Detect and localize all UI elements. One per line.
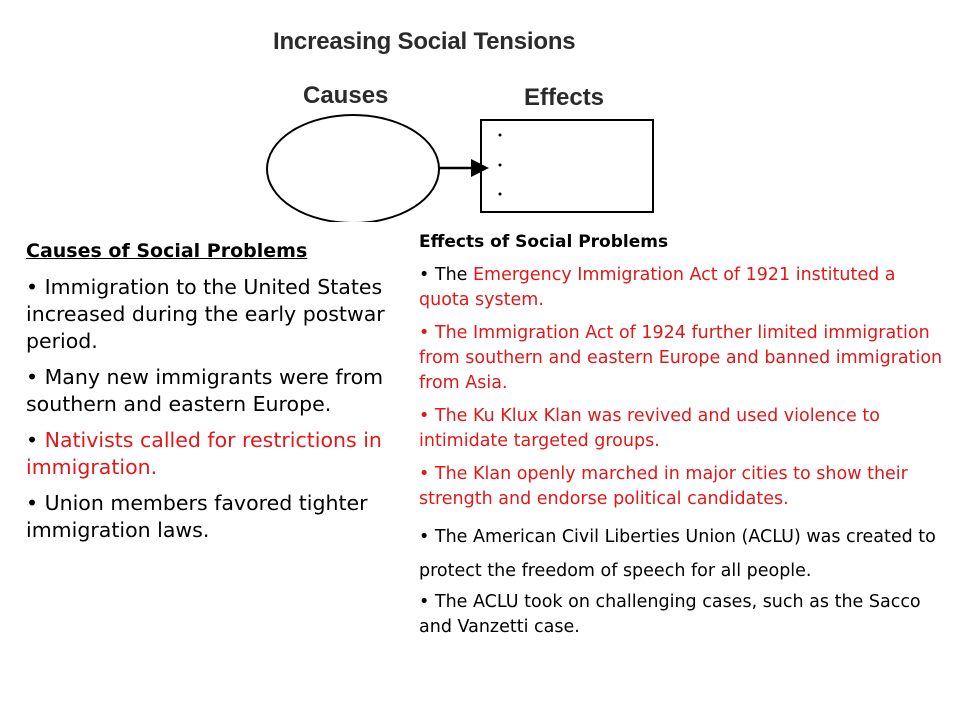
cause-text: Many new immigrants were from southern and eastern Europe. bbox=[26, 365, 384, 416]
bullet: • bbox=[419, 592, 435, 612]
effect-item bbox=[419, 263, 949, 313]
bullet: • bbox=[419, 323, 435, 343]
bullet: • The bbox=[419, 265, 473, 285]
effects-dot-3 bbox=[499, 193, 502, 196]
cause-text-highlight: Nativists called for restrictions in immigration. bbox=[26, 428, 382, 479]
effects-dot-2 bbox=[499, 164, 502, 167]
effects-box bbox=[481, 120, 653, 212]
causes-label: Causes bbox=[303, 82, 389, 109]
causes-heading: Causes of Social Problems bbox=[26, 240, 308, 262]
effects-dot-1 bbox=[499, 134, 502, 137]
causes-column bbox=[26, 240, 412, 553]
bullet: • bbox=[419, 527, 435, 547]
effect-item bbox=[419, 590, 949, 640]
cause-item bbox=[26, 364, 412, 418]
effect-item bbox=[419, 462, 949, 512]
effects-column bbox=[419, 232, 949, 648]
effect-item bbox=[419, 321, 949, 396]
effect-item bbox=[419, 404, 949, 454]
cause-item bbox=[26, 490, 412, 544]
effect-item bbox=[419, 520, 949, 588]
bullet: • bbox=[26, 275, 45, 299]
effect-text: The American Civil Liberties Union (ACLU) was created to protect the freedom of speech for all people. bbox=[419, 527, 936, 581]
bullet: • bbox=[26, 491, 45, 515]
bullet: • bbox=[26, 428, 45, 452]
bullet: • bbox=[26, 365, 45, 389]
causes-ellipse bbox=[267, 115, 439, 222]
cause-effect-diagram bbox=[255, 22, 655, 222]
cause-item bbox=[26, 427, 412, 481]
cause-item bbox=[26, 274, 412, 355]
effects-label: Effects bbox=[524, 84, 605, 111]
cause-text: Immigration to the United States increased during the early postwar period. bbox=[26, 275, 385, 353]
effect-text-highlight: The Immigration Act of 1924 further limited immigration from southern and eastern Europe and banned immigration from Asia. bbox=[419, 323, 943, 393]
effect-text-highlight: The Ku Klux Klan was revived and used violence to intimidate targeted groups. bbox=[419, 406, 880, 451]
cause-text: Union members favored tighter immigration laws. bbox=[26, 491, 368, 542]
effects-heading: Effects of Social Problems bbox=[419, 232, 669, 252]
bullet: • bbox=[419, 464, 435, 484]
bullet: • bbox=[419, 406, 435, 426]
effect-text: The ACLU took on challenging cases, such as the Sacco and Vanzetti case. bbox=[419, 592, 921, 637]
diagram-title: Increasing Social Tensions bbox=[273, 28, 576, 55]
effect-text-highlight: The Klan openly marched in major cities to show their strength and endorse political candidates. bbox=[419, 464, 908, 509]
effect-text-highlight: Emergency Immigration Act of 1921 instituted a quota system. bbox=[419, 265, 896, 310]
